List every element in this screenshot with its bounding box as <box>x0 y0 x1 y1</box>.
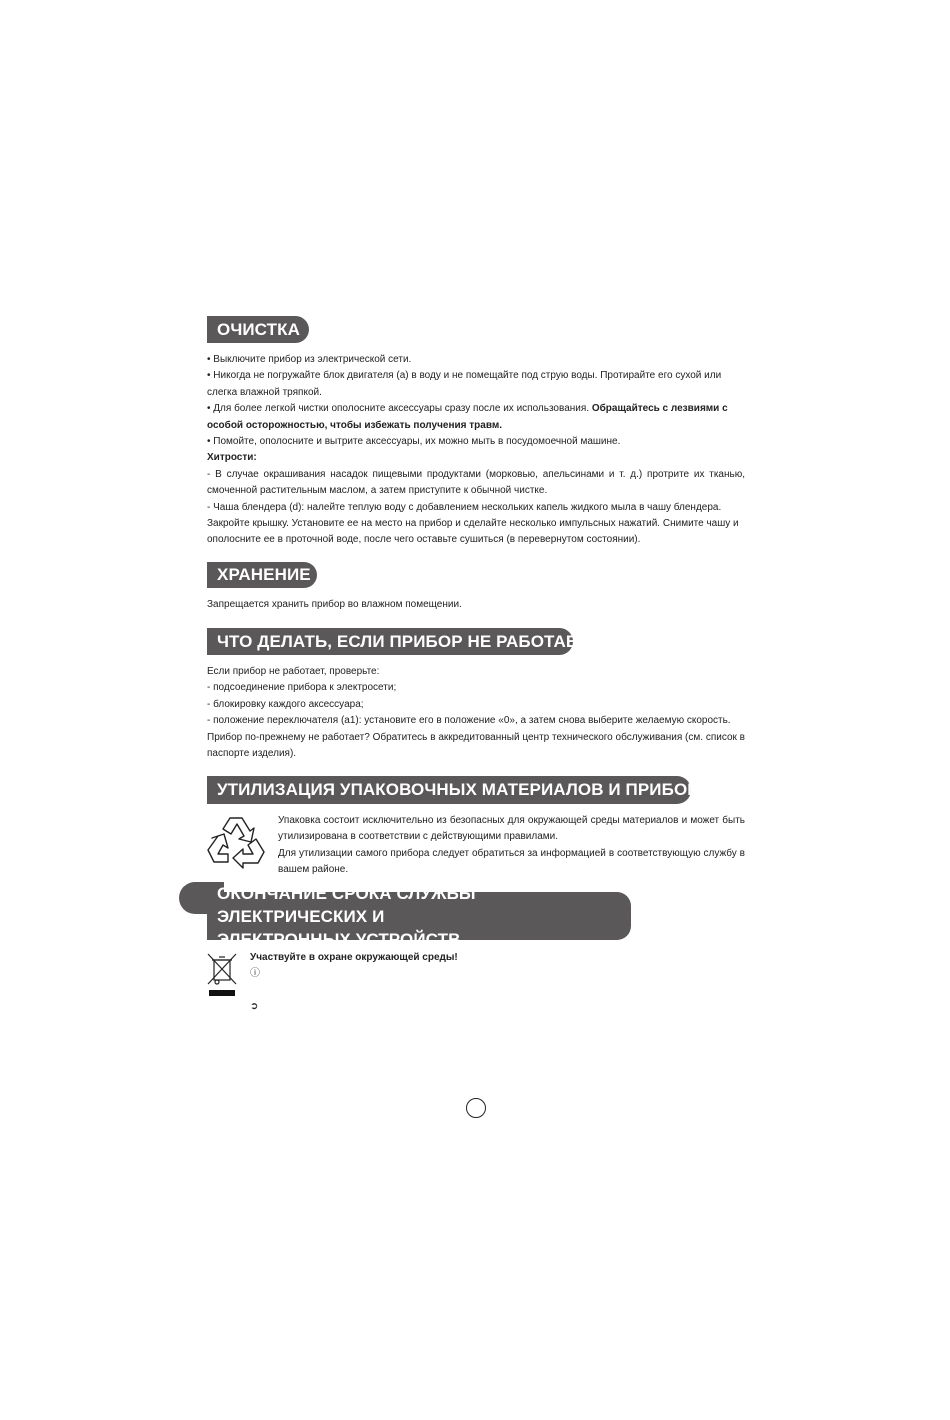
tip-1: - В случае окрашивания насадок пищевыми продуктами (морковью, апельсинами и т. д.) протрите их тканью, смоченной растительным маслом, а затем приступите к обычной чистке. <box>207 468 745 497</box>
recycle-icon <box>204 812 270 876</box>
tips-label: Хитрости: <box>207 452 257 464</box>
eol-symbol-arrow: ➲ <box>250 1000 259 1012</box>
heading-storage <box>207 562 317 588</box>
cleaning-bullet-1: • Выключите прибор из электрической сети. <box>207 354 412 365</box>
disposal-paragraph-2: Для утилизации самого прибора следует обратиться за информацией в соответствующую службу в вашем районе. <box>278 847 745 876</box>
heading-troubleshooting <box>207 628 599 655</box>
cleaning-section <box>207 352 745 549</box>
eol-text <box>250 950 745 1015</box>
troubleshooting-item-1: - подсоединение прибора к электросети; <box>207 682 397 694</box>
disposal-paragraph-1: Упаковка состоит исключительно из безопасных для окружающей среды материалов и может быть утилизирована в соответствии с действующими правилами. <box>278 815 745 843</box>
heading-storage-text: ХРАНЕНИЕ <box>217 565 311 584</box>
tip-2: - Чаша блендера (d): налейте теплую воду с добавлением нескольких капель жидкого мыла в чашу блендера. Закройте крышку. Установите ее на место на прибор и сделайте несколько импульсных нажатий. Снимите чашу и ополосните ее в проточной воде, после чего оставьте сушиться (в перевернутом состоянии). <box>207 501 739 546</box>
heading-disposal-text: УТИЛИЗАЦИЯ УПАКОВОЧНЫХ МАТЕРИАЛОВ И ПРИБОРА <box>217 780 710 799</box>
heading-cleaning <box>207 316 309 343</box>
troubleshooting-intro: Если прибор не работает, проверьте: <box>207 666 380 677</box>
cleaning-bullet-3-text: • Для более легкой чистки ополосните аксессуары сразу после их использования. <box>207 403 590 415</box>
disposal-text <box>278 813 745 879</box>
storage-paragraph: Запрещается хранить прибор во влажном помещении. <box>207 599 462 610</box>
heading-eol-line-2: ЭЛЕКТРОННЫХ УСТРОЙСТВ <box>217 929 461 949</box>
heading-cleaning-text: ОЧИСТКА <box>217 319 300 339</box>
cleaning-bullet-2: • Никогда не погружайте блок двигателя (a) в воду и не помещайте под струю воды. Протирайте его сухой или слегка влажной тряпкой. <box>207 370 722 398</box>
troubleshooting-item-3: - положение переключателя (a1): установите его в положение «0», а затем снова выберите желаемую скорость. <box>207 715 731 727</box>
heading-eol <box>207 883 631 949</box>
heading-eol-line-1: ОКОНЧАНИЕ СРОКА СЛУЖБЫ ЭЛЕКТРИЧЕСКИХ И <box>217 883 476 926</box>
troubleshooting-outro: Прибор по-прежнему не работает? Обратитесь в аккредитованный центр технического обслуживания (см. список в паспорте изделия). <box>207 731 745 760</box>
troubleshooting-item-2: - блокировку каждого аксессуара; <box>207 698 364 710</box>
troubleshooting-section <box>207 664 745 762</box>
page-number-circle <box>466 1098 486 1118</box>
eol-title: Участвуйте в охране окружающей среды! <box>250 952 458 963</box>
cleaning-bullet-3-warning: Обращайтесь с лезвиями с особой осторожностью, чтобы избежать получения травм. <box>207 403 728 431</box>
eol-symbol-info: ⓘ <box>250 968 260 980</box>
cleaning-bullet-4: • Помойте, ополосните и вытрите аксессуары, их можно мыть в посудомоечной машине. <box>207 436 621 448</box>
storage-text <box>207 597 745 613</box>
cleaning-bullet-3 <box>207 401 745 434</box>
heading-troubleshooting-text: ЧТО ДЕЛАТЬ, ЕСЛИ ПРИБОР НЕ РАБОТАЕТ? <box>217 631 599 651</box>
crossed-bin-icon <box>206 952 238 998</box>
heading-disposal <box>207 776 710 804</box>
